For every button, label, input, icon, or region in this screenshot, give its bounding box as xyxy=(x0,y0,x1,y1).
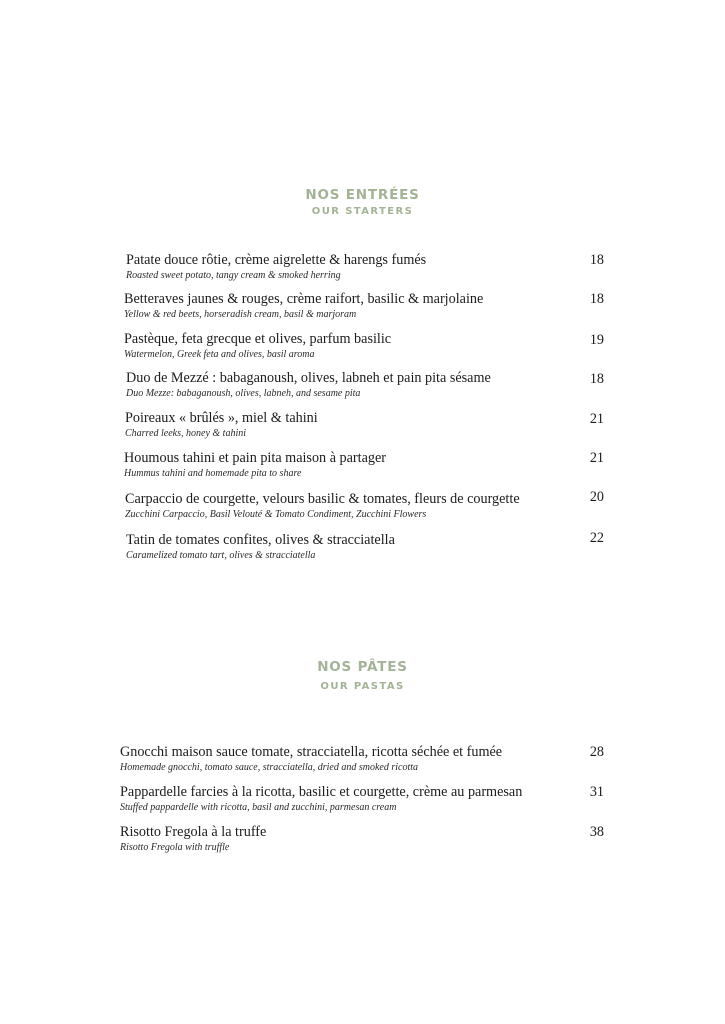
item-name: Tatin de tomates confites, olives & stracciatella xyxy=(126,532,395,548)
item-description: Hummus tahini and homemade pita to share xyxy=(124,468,302,479)
menu-item xyxy=(120,824,266,854)
item-description: Homemade gnocchi, tomato sauce, stracciatella, dried and smoked ricotta xyxy=(120,762,418,773)
item-price: 21 xyxy=(589,411,604,427)
item-description: Caramelized tomato tart, olives & stracciatella xyxy=(126,550,316,561)
pastas-title: NOS PÂTES xyxy=(317,659,408,675)
item-price: 22 xyxy=(589,530,604,546)
menu-item xyxy=(120,784,522,814)
item-description: Roasted sweet potato, tangy cream & smoked herring xyxy=(126,270,341,281)
menu-item xyxy=(126,252,426,282)
item-name: Risotto Fregola à la truffe xyxy=(120,824,267,840)
item-price: 21 xyxy=(589,450,604,466)
item-description: Yellow & red beets, horseradish cream, basil & marjoram xyxy=(124,309,357,320)
item-name: Patate douce rôtie, crème aigrelette & harengs fumés xyxy=(126,252,427,268)
pastas-subtitle: OUR PASTAS xyxy=(320,681,405,692)
item-price: 28 xyxy=(589,744,604,760)
menu-item xyxy=(125,410,318,440)
item-price: 18 xyxy=(589,252,604,268)
item-price: 31 xyxy=(589,784,604,800)
item-description: Zucchini Carpaccio, Basil Velouté & Tomato Condiment, Zucchini Flowers xyxy=(125,509,427,520)
starters-subtitle: OUR STARTERS xyxy=(311,206,414,217)
menu-item xyxy=(124,331,391,361)
item-name: Poireaux « brûlés », miel & tahini xyxy=(125,410,318,426)
item-price: 18 xyxy=(589,291,604,307)
menu-item xyxy=(125,491,520,521)
item-price: 38 xyxy=(589,824,604,840)
item-name: Betteraves jaunes & rouges, crème raifort, basilic & marjolaine xyxy=(124,291,484,307)
item-price: 20 xyxy=(589,489,604,505)
item-name: Pastèque, feta grecque et olives, parfum basilic xyxy=(124,331,392,347)
item-name: Gnocchi maison sauce tomate, stracciatella, ricotta séchée et fumée xyxy=(120,744,503,760)
item-name: Houmous tahini et pain pita maison à partager xyxy=(124,450,387,466)
menu-item xyxy=(124,291,483,321)
item-description: Charred leeks, honey & tahini xyxy=(125,428,246,439)
item-name: Carpaccio de courgette, velours basilic & tomates, fleurs de courgette xyxy=(125,491,520,507)
item-description: Risotto Fregola with truffle xyxy=(120,842,230,853)
item-description: Duo Mezze: babaganoush, olives, labneh, and sesame pita xyxy=(126,388,361,399)
item-price: 19 xyxy=(589,332,604,348)
item-name: Pappardelle farcies à la ricotta, basilic et courgette, crème au parmesan xyxy=(120,784,523,800)
item-description: Stuffed pappardelle with ricotta, basil and zucchini, parmesan cream xyxy=(120,802,397,813)
menu-item xyxy=(126,532,395,562)
menu-item xyxy=(126,370,491,400)
item-description: Watermelon, Greek feta and olives, basil aroma xyxy=(124,349,315,360)
starters-title: NOS ENTRÉES xyxy=(305,187,420,203)
menu-item xyxy=(124,450,386,480)
item-name: Duo de Mezzé : babaganoush, olives, labneh et pain pita sésame xyxy=(126,370,491,386)
menu-item xyxy=(120,744,502,774)
item-price: 18 xyxy=(589,371,604,387)
